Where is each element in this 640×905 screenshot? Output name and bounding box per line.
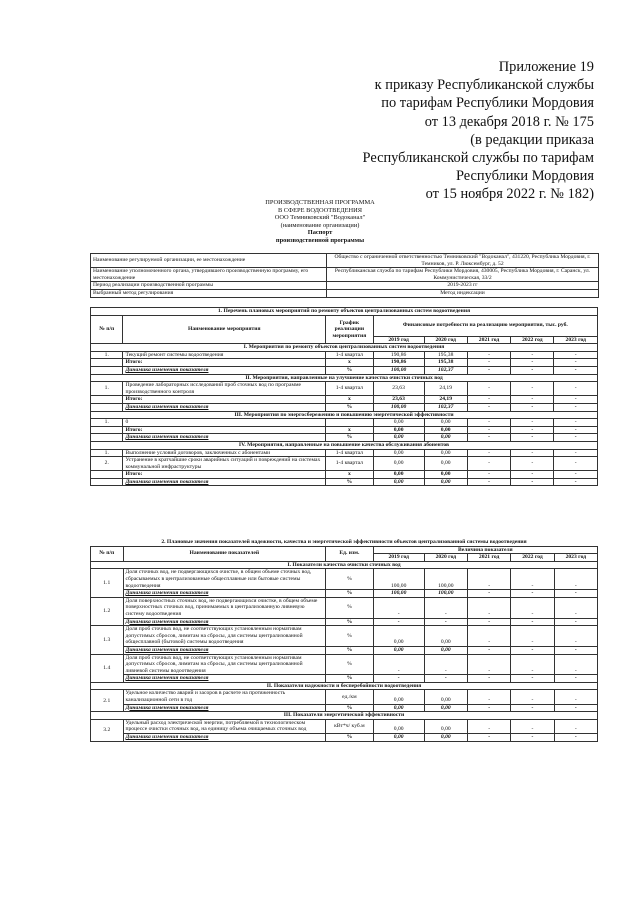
dynamics-value: 100,00 [424, 590, 467, 598]
dynamics-value: - [373, 618, 424, 626]
indicator-group-title: I. Показатели качества очистки сточных вод [91, 561, 598, 569]
indicator-value: 100,00 [373, 569, 424, 590]
indicator-unit: ед./км [326, 690, 374, 704]
year-header: 2022 год [511, 554, 554, 562]
measure-value: - [554, 449, 598, 457]
measure-value: - [511, 382, 554, 396]
measure-value: - [467, 457, 510, 471]
total-value: 0,00 [373, 471, 424, 479]
measure-name: Проведение лабораторных исследований проб сточных вод по программе производственного контроля [123, 382, 326, 396]
measure-value: - [511, 351, 554, 359]
dynamics-label: Динамика изменения показателя [123, 434, 326, 442]
measure-value: - [511, 457, 554, 471]
header-line: (в редакции приказа [470, 131, 594, 148]
header-line: Республиканской службы по тарифам [362, 150, 594, 167]
dynamics-value: - [511, 403, 554, 411]
indicator-unit: % [326, 654, 374, 675]
measure-value: - [554, 457, 598, 471]
passport-value: Метод индексации [327, 289, 599, 297]
dynamics-label: Динамика изменения показателя [123, 734, 326, 742]
dynamics-label: Динамика изменения показателя [123, 403, 326, 411]
total-label: Итого: [123, 396, 326, 404]
measure-schedule [326, 419, 374, 427]
measure-number: 2. [91, 457, 123, 471]
indicator-value: - [467, 597, 510, 618]
dynamics-unit: % [326, 704, 374, 712]
indicator-number: 2.1 [91, 690, 124, 712]
dynamics-value: - [467, 434, 510, 442]
indicator-dynamics-row [91, 675, 598, 683]
passport-title: Паспорт [307, 229, 333, 237]
measure-number: 1. [91, 351, 123, 359]
measure-row [91, 419, 598, 427]
indicator-value: - [554, 690, 597, 704]
dynamics-number [91, 403, 123, 411]
total-value: 23,63 [373, 396, 424, 404]
measure-row [91, 449, 598, 457]
total-row [91, 359, 598, 367]
measure-value: - [467, 449, 510, 457]
program-title-block [0, 199, 640, 245]
total-value: - [511, 359, 554, 367]
dynamics-value: - [467, 675, 510, 683]
dynamics-value: - [511, 434, 554, 442]
total-schedule: х [326, 426, 374, 434]
dynamics-label: Динамика изменения показателя [123, 704, 326, 712]
dynamics-value: - [467, 478, 510, 486]
measure-value: - [511, 449, 554, 457]
indicator-value: - [511, 597, 554, 618]
measure-name: Устранение в кратчайшие сроки аварийных ситуаций и повреждений на системах коммунальной инфраструктуры [123, 457, 326, 471]
dynamics-number [91, 366, 123, 374]
dynamics-label: Динамика изменения показателя [123, 618, 326, 626]
dynamics-value: - [554, 646, 597, 654]
total-schedule: х [326, 396, 374, 404]
indicator-number: 1.2 [91, 597, 124, 625]
dynamics-value: 100,00 [373, 366, 424, 374]
measure-value: 0,00 [424, 419, 467, 427]
indicator-row [91, 626, 598, 647]
dynamics-value: - [511, 675, 554, 683]
indicator-name: Доля сточных вод, не подвергающихся очистке, в общем объеме сточных вод, сбрасываемых в централизованные общесплавные или бытовые системы водоотведения [123, 569, 326, 590]
indicator-group-title: II. Показатели надежности и бесперебойности водоотведения [91, 682, 598, 690]
indicator-value: - [467, 626, 510, 647]
col-finance-header: Финансовые потребности на реализацию мероприятия, тыс. руб. [373, 315, 597, 336]
indicator-unit: кВт*ч/ куб.м [326, 719, 374, 733]
measure-value: 0,00 [373, 419, 424, 427]
measure-row [91, 351, 598, 359]
col-name-header: Наименование мероприятия [123, 315, 326, 344]
indicator-value: - [373, 654, 424, 675]
dynamics-row [91, 478, 598, 486]
header-line: к приказу Республиканской службы [374, 77, 594, 94]
col-value-header: Величина показателя [373, 546, 597, 554]
indicator-row [91, 719, 598, 733]
measure-value: 24,19 [424, 382, 467, 396]
dynamics-value: 102,37 [424, 366, 467, 374]
header-row [91, 546, 598, 554]
indicator-row [91, 597, 598, 618]
section2-title: 2. Плановые значения показателей надежности, качества и энергетической эффективности объектов централизованной системы водоотведения [161, 539, 527, 545]
total-value: - [554, 471, 598, 479]
passport-label: Выбранный метод регулирования [91, 289, 327, 297]
indicator-name: Удельный расход электрической энергии, потребляемой в технологическом процессе очистки сточных вод, на единицу объема очищаемых сточных вод [123, 719, 326, 733]
dynamics-value: 0,00 [373, 734, 424, 742]
total-value: 0,00 [373, 426, 424, 434]
measure-value: 23,63 [373, 382, 424, 396]
col-name-header: Наименование показателей [123, 546, 326, 561]
measure-value: - [554, 382, 598, 396]
indicator-group-title: III. Показатели энергетической эффективности [91, 712, 598, 720]
measure-row [91, 382, 598, 396]
dynamics-value: - [554, 675, 597, 683]
dynamics-value: - [373, 675, 424, 683]
total-schedule: х [326, 359, 374, 367]
dynamics-value: - [554, 590, 597, 598]
dynamics-unit: % [326, 434, 374, 442]
indicator-group-row [91, 682, 598, 690]
measure-value: - [467, 419, 510, 427]
passport-value: Общество с ограниченной ответственностью Темниковский "Водоканал", 431220, Республика Мордовия, г. Темников, ул. Р. Люксембург, д. 52 [327, 254, 599, 268]
dynamics-value: - [511, 704, 554, 712]
measure-row [91, 457, 598, 471]
indicator-value: - [511, 690, 554, 704]
indicator-number: 1.3 [91, 626, 124, 654]
year-header: 2023 год [554, 554, 597, 562]
passport-row [91, 289, 599, 297]
measure-schedule: 1-4 квартал [326, 351, 374, 359]
organization-caption: (наименование организации) [280, 221, 360, 229]
year-header: 2020 год [424, 554, 467, 562]
indicator-value: 0,00 [373, 690, 424, 704]
group-title: IV. Мероприятия, направленные на повышение качества обслуживания абонентов [91, 441, 598, 449]
col-unit-header: Ед. изм. [326, 546, 374, 561]
measure-value: 0,00 [373, 449, 424, 457]
total-number [91, 396, 123, 404]
total-value: - [554, 359, 598, 367]
passport-label: Наименование уполномоченного органа, утвердившего производственную программу, его местонахождение [91, 268, 327, 282]
indicator-value: - [373, 597, 424, 618]
dynamics-value: - [554, 366, 598, 374]
dynamics-unit: % [326, 366, 374, 374]
dynamics-value: 0,00 [373, 704, 424, 712]
indicator-name: Удельное количество аварий и засоров в расчете на протяженность канализационной сети в год [123, 690, 326, 704]
indicator-value: - [554, 719, 597, 733]
measure-name: Текущий ремонт системы водоотведения [123, 351, 326, 359]
year-header: 2021 год [467, 554, 510, 562]
measure-name: 0 [123, 419, 326, 427]
total-value: - [511, 396, 554, 404]
total-label: Итого: [123, 359, 326, 367]
indicator-value: - [554, 626, 597, 647]
indicator-number: 1.1 [91, 569, 124, 597]
year-header: 2020 год [424, 336, 467, 344]
total-label: Итого: [123, 426, 326, 434]
dynamics-value: - [467, 646, 510, 654]
dynamics-value: - [554, 618, 597, 626]
indicator-name: Доля проб сточных вод, не соответствующих установленным нормативам допустимых сбросов, лимитам на сбросы, для системы централизованной общесплавной (бытовой) системы водоотведения [123, 626, 326, 647]
passport-subtitle: производственной программы [275, 236, 365, 244]
measure-schedule: 1-4 квартал [326, 382, 374, 396]
dynamics-value: - [554, 478, 598, 486]
year-header: 2023 год [554, 336, 598, 344]
dynamics-label: Динамика изменения показателя [123, 675, 326, 683]
col-number-header: № п/п [91, 315, 123, 344]
indicators-table [90, 539, 598, 742]
total-value: - [467, 426, 510, 434]
section1-title: 1. Перечень плановых мероприятий по ремонту объектов централизованных систем водоотведения [91, 308, 598, 316]
indicator-dynamics-row [91, 618, 598, 626]
measure-number: 1. [91, 419, 123, 427]
indicator-row [91, 690, 598, 704]
measures-table [90, 307, 598, 486]
total-value: - [511, 471, 554, 479]
organization-name: ООО Темниковский "Водоканал" [274, 214, 366, 222]
dynamics-value: 0,00 [424, 434, 467, 442]
passport-label: Наименование регулируемой организации, ее местонахождение [91, 254, 327, 268]
indicator-row [91, 654, 598, 675]
dynamics-value: - [554, 403, 598, 411]
dynamics-unit: % [326, 478, 374, 486]
dynamics-value: - [467, 403, 510, 411]
indicator-value: - [424, 654, 467, 675]
passport-row [91, 268, 599, 282]
year-header: 2019 год [373, 336, 424, 344]
indicator-value: 0,00 [373, 719, 424, 733]
dynamics-row [91, 366, 598, 374]
total-value: 195,38 [424, 359, 467, 367]
indicator-group-row [91, 712, 598, 720]
header-line: от 13 декабря 2018 г. № 175 [424, 113, 594, 130]
measure-value: - [467, 351, 510, 359]
indicator-value: - [467, 690, 510, 704]
dynamics-unit: % [326, 618, 374, 626]
total-value: - [467, 359, 510, 367]
dynamics-label: Динамика изменения показателя [123, 590, 326, 598]
group-title-row [91, 344, 598, 352]
indicator-value: - [511, 719, 554, 733]
dynamics-value: 0,00 [424, 646, 467, 654]
dynamics-value: - [554, 704, 597, 712]
indicator-value: 0,00 [373, 626, 424, 647]
dynamics-value: 0,00 [373, 646, 424, 654]
indicator-value: - [554, 569, 597, 590]
group-title-row [91, 374, 598, 382]
dynamics-value: - [467, 704, 510, 712]
dynamics-unit: % [326, 675, 374, 683]
program-title-2: В СФЕРЕ ВОДООТВЕДЕНИЯ [277, 206, 363, 214]
dynamics-value: - [511, 478, 554, 486]
measure-value: - [554, 419, 598, 427]
dynamics-label: Динамика изменения показателя [123, 478, 326, 486]
indicator-dynamics-row [91, 704, 598, 712]
total-label: Итого: [123, 471, 326, 479]
header-row [91, 315, 598, 336]
dynamics-value: - [511, 618, 554, 626]
measure-number: 1. [91, 382, 123, 396]
total-value: - [467, 396, 510, 404]
passport-value: 2019-2023 гг [327, 282, 599, 290]
indicator-value: - [467, 654, 510, 675]
dynamics-value: - [511, 646, 554, 654]
group-title-row [91, 441, 598, 449]
measure-name: Выполнение условий договоров, заключенных с абонентами [123, 449, 326, 457]
indicator-value: - [424, 597, 467, 618]
group-title-row [91, 411, 598, 419]
indicator-unit: % [326, 569, 374, 590]
indicator-number: 3.2 [91, 719, 124, 741]
program-title-1: ПРОИЗВОДСТВЕННАЯ ПРОГРАММА [265, 199, 375, 206]
measure-value: - [511, 419, 554, 427]
passport-label: Период реализации производственной программы [91, 282, 327, 290]
dynamics-label: Динамика изменения показателя [123, 366, 326, 374]
group-title: II. Мероприятия, направленные на улучшение качества очистки сточных вод [91, 374, 598, 382]
total-value: - [554, 396, 598, 404]
indicator-number: 1.4 [91, 654, 124, 682]
total-row [91, 426, 598, 434]
total-row [91, 471, 598, 479]
indicator-value: 0,00 [424, 690, 467, 704]
section-title-row [91, 308, 598, 316]
measure-number: 1. [91, 449, 123, 457]
dynamics-value: 0,00 [424, 734, 467, 742]
indicator-name: Доля поверхностных сточных вод, не подвергающихся очистке, в общем объеме поверхностных сточных вод, принимаемых в централизованную ливневую систему водоотведения [123, 597, 326, 618]
dynamics-value: - [467, 734, 510, 742]
dynamics-value: 0,00 [424, 704, 467, 712]
indicator-dynamics-row [91, 590, 598, 598]
group-title: I. Мероприятия по ремонту объектов централизованных систем водоотведения [91, 344, 598, 352]
indicator-dynamics-row [91, 646, 598, 654]
total-value: 24,19 [424, 396, 467, 404]
group-title: III. Мероприятия по энергосбережению и повышению энергетической эффективности [91, 411, 598, 419]
indicator-value: 0,00 [424, 626, 467, 647]
dynamics-label: Динамика изменения показателя [123, 646, 326, 654]
total-value: 190,86 [373, 359, 424, 367]
indicator-unit: % [326, 597, 374, 618]
total-value: 0,00 [424, 471, 467, 479]
dynamics-value: - [511, 734, 554, 742]
dynamics-value: - [554, 434, 598, 442]
passport-row [91, 254, 599, 268]
total-value: - [554, 426, 598, 434]
total-number [91, 359, 123, 367]
measure-value: 0,00 [424, 457, 467, 471]
passport-table [90, 253, 599, 298]
indicator-value: 0,00 [424, 719, 467, 733]
col-number-header: № п/п [91, 546, 124, 561]
dynamics-value: - [511, 366, 554, 374]
total-number [91, 471, 123, 479]
header-line: по тарифам Республики Мордовия [381, 95, 594, 112]
indicator-unit: % [326, 626, 374, 647]
total-value: - [511, 426, 554, 434]
dynamics-value: - [554, 734, 597, 742]
dynamics-value: - [511, 590, 554, 598]
dynamics-value: 0,00 [373, 478, 424, 486]
total-number [91, 426, 123, 434]
indicator-name: Доля проб сточных вод, не соответствующих установленным нормативам допустимых сбросов, лимитам на сбросы, для системы централизованной ливневой системы водоотведения [123, 654, 326, 675]
indicator-value: 100,00 [424, 569, 467, 590]
total-value: 0,00 [424, 426, 467, 434]
measure-value: 190,86 [373, 351, 424, 359]
dynamics-value: 102,37 [424, 403, 467, 411]
dynamics-value: - [467, 590, 510, 598]
dynamics-number [91, 434, 123, 442]
header-line: от 15 ноября 2022 г. № 182) [425, 186, 594, 203]
header-line: Приложение 19 [498, 59, 594, 75]
dynamics-value: 0,00 [373, 434, 424, 442]
dynamics-value: - [424, 675, 467, 683]
total-row [91, 396, 598, 404]
indicator-row [91, 569, 598, 590]
dynamics-unit: % [326, 734, 374, 742]
dynamics-value: - [424, 618, 467, 626]
dynamics-value: 0,00 [424, 478, 467, 486]
measure-value: - [467, 382, 510, 396]
indicator-value: - [467, 569, 510, 590]
dynamics-value: 100,00 [373, 590, 424, 598]
indicator-value: - [511, 626, 554, 647]
measure-value: 195,38 [424, 351, 467, 359]
year-header: 2021 год [467, 336, 510, 344]
dynamics-value: - [467, 366, 510, 374]
measure-schedule: 1-4 квартал [326, 449, 374, 457]
measure-value: 0,00 [424, 449, 467, 457]
year-header: 2022 год [511, 336, 554, 344]
passport-row [91, 282, 599, 290]
indicator-value: - [554, 597, 597, 618]
indicator-value: - [467, 719, 510, 733]
dynamics-value: 100,00 [373, 403, 424, 411]
total-value: - [467, 471, 510, 479]
col-schedule-header: График реализации мероприятия [326, 315, 374, 344]
dynamics-unit: % [326, 403, 374, 411]
indicator-group-row [91, 561, 598, 569]
measure-schedule: 1-4 квартал [326, 457, 374, 471]
dynamics-unit: % [326, 590, 374, 598]
measure-value: - [554, 351, 598, 359]
total-schedule: х [326, 471, 374, 479]
dynamics-unit: % [326, 646, 374, 654]
indicator-value: - [511, 569, 554, 590]
section-title-row [91, 539, 598, 546]
passport-value: Республиканская служба по тарифам Республики Мордовия, 430005, Республика Мордовия, г. Саранск, ул. Коммунистическая, 33/2 [327, 268, 599, 282]
year-header: 2019 год [373, 554, 424, 562]
measure-value: 0,00 [373, 457, 424, 471]
dynamics-row [91, 434, 598, 442]
header-line: Республики Мордовия [455, 168, 594, 185]
indicator-value: - [511, 654, 554, 675]
appendix-header [304, 58, 594, 204]
indicator-dynamics-row [91, 734, 598, 742]
dynamics-value: - [467, 618, 510, 626]
dynamics-number [91, 478, 123, 486]
dynamics-row [91, 403, 598, 411]
indicator-value: - [554, 654, 597, 675]
